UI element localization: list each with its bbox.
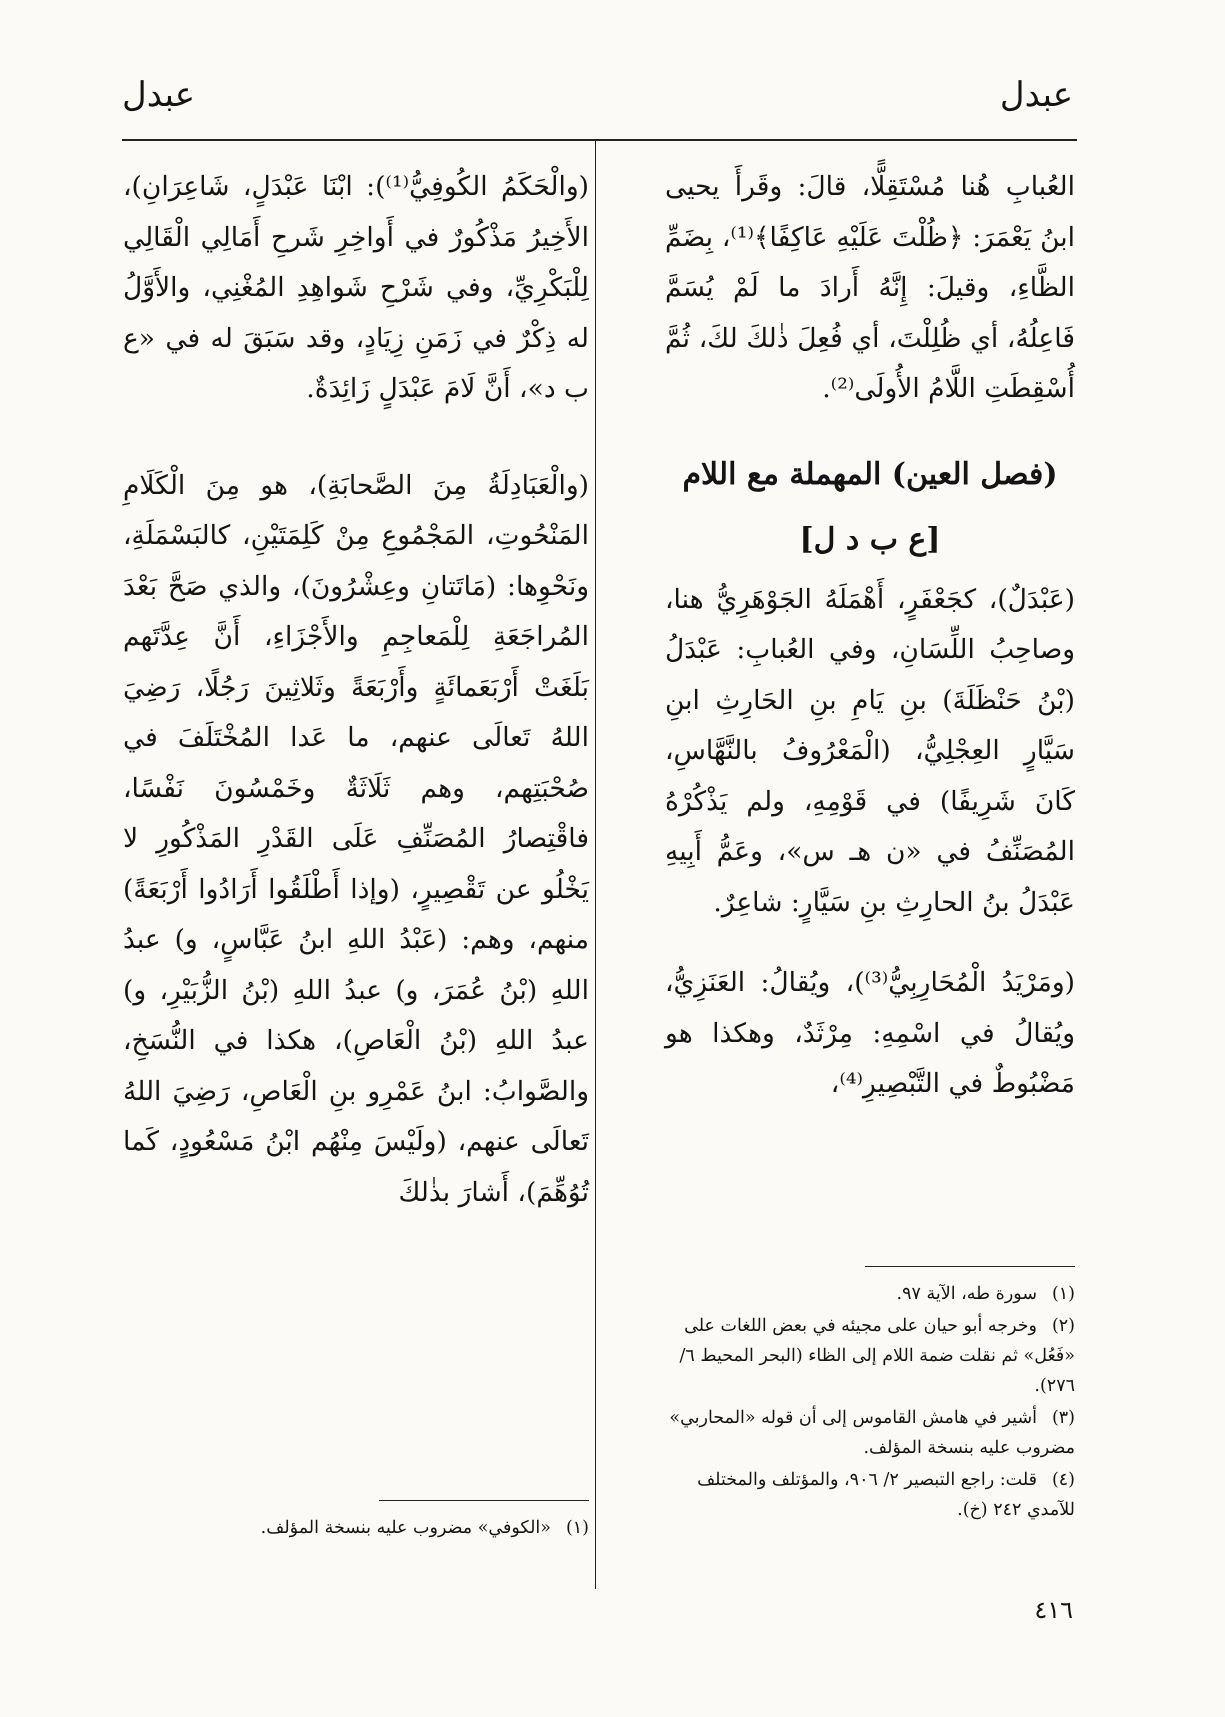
- footnote-text: «الكوفي» مضروب عليه بنسخة المؤلف.: [260, 1518, 551, 1538]
- footnote-text: وخرجه أبو حيان على مجيئه في بعض اللغات على «فَعُل» ثم نقلت ضمة اللام إلى الظاء (البحر المحيط ٦/ ٢٧٦).: [679, 1316, 1075, 1396]
- footnote: [665, 1403, 1075, 1463]
- footnote: [665, 1279, 1075, 1309]
- footnote-text: أشير في هامش القاموس إلى أن قوله «المحاربي» مضروب عليه بنسخة المؤلف.: [669, 1408, 1075, 1458]
- footnote-text: سورة طه، الآية ٩٧.: [896, 1284, 1037, 1304]
- footnote: [123, 1513, 589, 1543]
- right-footnotes: [665, 1266, 1075, 1527]
- footnote-number: (٢): [1051, 1316, 1075, 1336]
- left-footnotes: [123, 1500, 589, 1545]
- footnote: [665, 1465, 1075, 1525]
- footnote-text: قلت: راجع التبصير ٢/ ٩٠٦، والمؤتلف والمختلف للآمدي ٢٤٢ (خ).: [697, 1470, 1075, 1520]
- right-paragraph-1: العُبابِ هُنا مُسْتَقِلًّا، قالَ: وقَرأَ يحيى ابنُ يَعْمَرَ: ﴿ظُلْتَ عَلَيْهِ عَاكِفًا﴾⁽¹⁾، بِضَمِّ الظَّاءِ، وقيلَ: إِنَّهُ أَرادَ ما لَمْ يُسَمَّ فَاعِلُهُ، أي ظُلِلْتَ، أي فُعِلَ ذٰلكَ لكَ، ثُمَّ أُسْقِطَتِ اللَّامُ الأُولَى⁽²⁾.: [665, 171, 1075, 404]
- running-head-right: عبدل: [999, 75, 1073, 115]
- left-paragraph-1: (والْحَكَمُ الكُوفِيُّ⁽¹⁾): ابْنَا عَبْدَلٍ، شَاعِرَانِ)، الأَخِيرُ مَذْكُورٌ في أَواخِرِ شَرحِ أَمَالِي الْقَالِي لِلْبَكْرِيِّ، وفي شَرْحِ شَواهِدِ المُغْنِي، والأَوَّلُ له ذِكْرٌ في زَمَنِ زِيَادٍ، وقد سَبَقَ له في «ع ب د»، أَنَّ لَامَ عَبْدَلٍ زَائِدَةٌ.: [123, 171, 589, 404]
- right-paragraph-2: (عَبْدَلٌ)، كجَعْفَرٍ، أَهْمَلَهُ الجَوْهَرِيُّ هنا، وصاحِبُ اللِّسَانِ، وفي العُبابِ: عَبْدَلُ (بْنُ حَنْظَلَةَ) بنِ يَامِ بنِ الحَارِثِ ابنِ سَيَّارٍ العِجْلِيُّ، (الْمَعْرُوفُ بالنَّهَّاسِ، كَانَ شَرِيفًا) في قَوْمِهِ، ولم يَذْكُرْهُ المُصَنِّفُ في «ن هـ س»، وعَمُّ أَبِيهِ عَبْدَلُ بنُ الحارِثِ بنِ سَيَّارٍ: شاعِرٌ.: [665, 583, 1075, 918]
- header-rule: [122, 139, 1077, 141]
- left-paragraph-2: (والْعَبَادِلَةُ مِنَ الصَّحابَةِ)، هو مِنَ الْكَلَامِ المَنْحُوتِ، المَجْمُوعِ مِنْ كَلِمَتَيْنِ، كالبَسْمَلَةِ، ونَحْوِها: (مَاتَتانِ وعِشْرُونَ)، والذي صَحَّ بَعْدَ المُراجَعَةِ لِلْمَعاجِمِ والأَجْزَاءِ، أَنَّ عِدَّتَهم بَلَغَتْ أَرْبَعَمائَةٍ وأَرْبَعَةً وثَلاثِينَ رَجُلًا، رَضِيَ اللهُ تَعالَى عنهم، ما عَدا المُخْتَلَفَ في صُحْبَتِهم، وهم ثَلَاثَةٌ وخَمْسُونَ نَفْسًا، فاقْتِصارُ المُصَنِّفِ عَلَى القَدْرِ المَذْكُورِ لا يَخْلُو عن تَقْصِيرٍ، (وإذا أَطْلَقُوا أَرَادُوا أَرْبَعَةً) منهم، وهم: (عَبْدُ اللهِ ابنُ عَبَّاسٍ، و) عبدُ اللهِ (بْنُ عُمَرَ، و) عبدُ اللهِ (بْنُ الزُّبَيْرِ، و) عبدُ اللهِ (بْنُ الْعَاصِ)، هكذا في النُّسَخِ، والصَّوابُ: ابنُ عَمْرِو بنِ الْعَاصِ، رَضِيَ اللهُ تَعالَى عنهم، (ولَيْسَ مِنْهُم ابْنُ مَسْعُودٍ، كَما تُوُهِّمَ)، أَشارَ بذٰلكَ: [123, 469, 589, 1208]
- section-heading: (فصل العين) المهملة مع اللام: [682, 456, 1058, 492]
- running-head-left: عبدل: [122, 75, 196, 115]
- footnote-number: (٣): [1051, 1408, 1075, 1428]
- right-paragraph-3: (ومَرْيَدُ الْمُحَارِبِيُّ⁽³⁾)، ويُقالُ: العَنَزِيُّ، ويُقالُ في اسْمِهِ: مِرْثَدٌ، وهكذا هو مَضْبُوطٌ في التَّبْصِيرِ⁽⁴⁾،: [665, 967, 1075, 1099]
- root-heading: [ع ب د ل]: [799, 521, 941, 557]
- footnote-number: (١): [1051, 1284, 1075, 1304]
- page-number: ٤١٦: [1034, 1596, 1073, 1624]
- footnote-number: (٤): [1051, 1470, 1075, 1490]
- right-column: [665, 162, 1075, 1110]
- footnote-rule: [865, 1266, 1075, 1267]
- left-column: [123, 162, 589, 1218]
- footnote-rule: [379, 1500, 589, 1501]
- column-divider: [595, 139, 596, 1589]
- footnote: [665, 1311, 1075, 1401]
- footnote-number: (١): [565, 1518, 589, 1538]
